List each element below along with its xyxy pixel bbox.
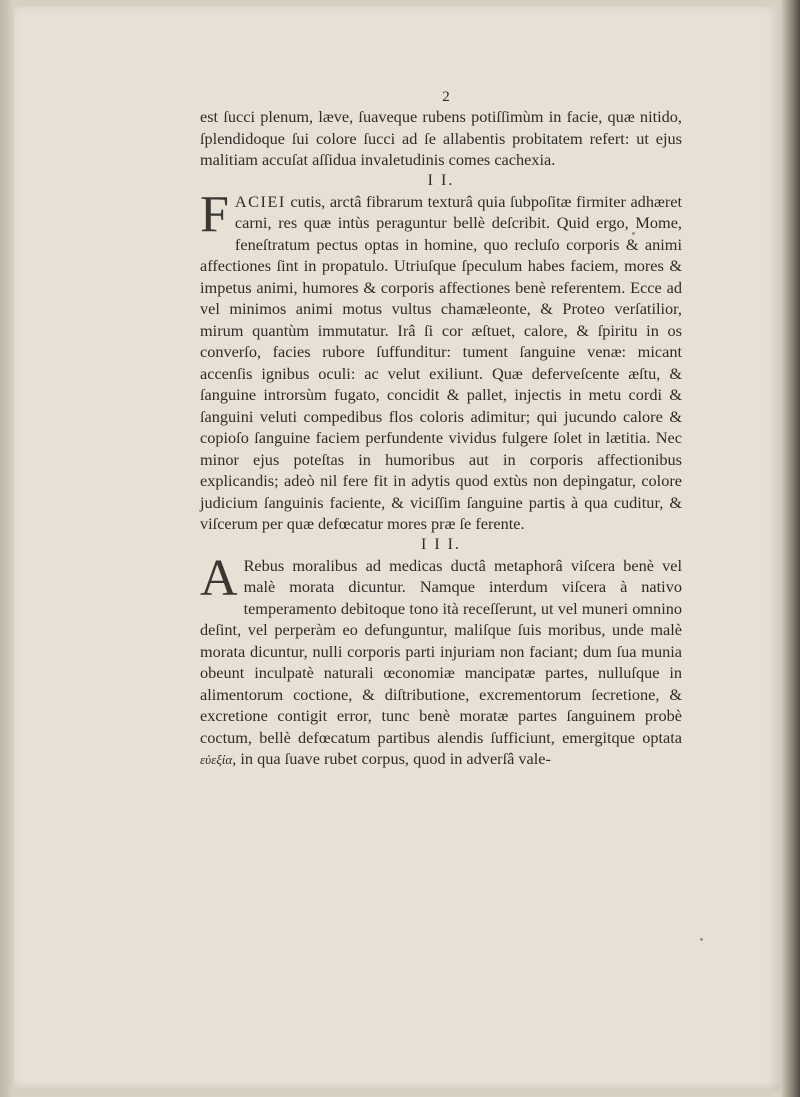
drop-cap-a: A bbox=[200, 549, 238, 607]
left-page-edge bbox=[0, 0, 14, 1097]
lead-word: ACIEI bbox=[234, 191, 286, 211]
drop-cap-f: F bbox=[200, 185, 229, 243]
section-heading-iii: I I I. bbox=[421, 535, 461, 553]
page-number: 2 bbox=[442, 89, 450, 105]
greek-word: εὐεξία bbox=[200, 752, 233, 767]
paper-speck bbox=[700, 938, 703, 941]
section-iii-text: Rebus moralibus ad medicas ductâ metaphorâ viſcera benè vel malè morata dicuntur. Namque interdum viſcera à nativo temperamento debitoque tono ità receſſerunt, ut vel muneri omnino deſint, vel perperàm eo defunguntur, maliſque ſuis moribus, unde malè morata dicuntur, nulli corporis parti injuriam non faciant; dum ſua munia obeunt inculpatè naturali œconomiæ mancipatæ partes, nulluſque in alimentorum coctione, & diſtributione, excrementorum ſecretione, & excretione contigit error, tunc benè moratæ partes ſanguinem probè coctum, bellè defœcatum partibus alendis ſufficiunt, emergitque optata bbox=[200, 555, 682, 747]
section-ii-paragraph bbox=[200, 185, 682, 535]
text-block bbox=[200, 88, 682, 771]
section-heading-ii: I I. bbox=[427, 171, 455, 189]
section-iii-text-end: , in qua ſuave rubet corpus, quod in adverſâ vale- bbox=[232, 749, 551, 768]
section-iii-paragraph bbox=[200, 549, 682, 771]
binding-edge bbox=[780, 0, 800, 1097]
opening-paragraph: est ſucci plenum, læve, ſuaveque rubens potiſſimùm in facie, quæ nitido, ſplendidoque ſui colore ſucci ad ſe allabentis probitatem refert: ut ejus malitiam accuſat aſſidua invaletudinis comes cachexia. bbox=[200, 107, 682, 169]
section-ii-text: cutis, arctâ fibrarum texturâ quia ſubpoſitæ firmiter adhæret carni, res quæ intùs peraguntur bellè deſcribit. Quid ergo, Mome, feneſtratum pectus optas in homine, quo recluſo corporis & animi affectiones ſint in propatulo. Utriuſque ſpeculum habes faciem, mores & impetus animi, humores & corporis affectiones benè referentem. Ecce ad vel minimos animi motus vultus chamæleonte, & Proteo verſatilior, mirum quantùm immutatur. Irâ ſi cor æſtuet, calore, & ſpiritu in os converſo, facies rubore ſuffunditur: tument ſanguine venæ: micant accenſis ignibus oculi: ac velut exiliunt. Quæ deferveſcente æſtu, & ſanguine introrsùm fugato, concidit & pallet, injectis in metu cordi & ſanguini veluti compedibus flos coloris adimitur; qui jucundo calore & copioſo ſanguine faciem perfundente vividus fulgere ſolet in lætitia. Nec minor ejus poteſtas in humoribus aut in corporis affectionibus explicandis; adeò nil fere fit in adytis quod extùs non depingatur, colore judicium ſanguinis faciente, & viciſſim ſanguine partis à qua cuditur, & viſcerum per quæ defœcatur mores præ ſe ferente. bbox=[200, 191, 682, 533]
